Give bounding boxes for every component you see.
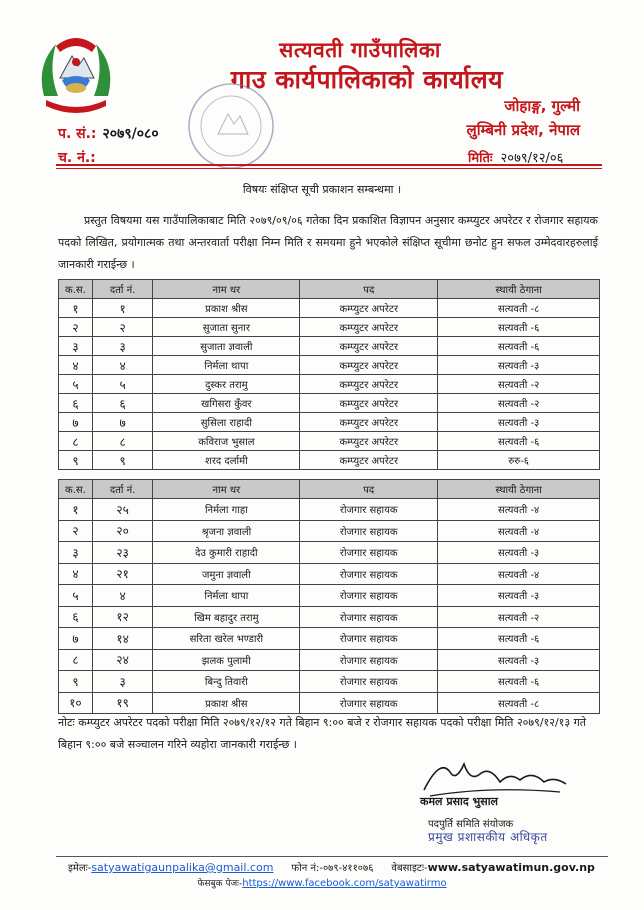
serial-cell: ७ xyxy=(59,413,93,432)
reg-no-cell: ४ xyxy=(92,356,153,375)
reg-no-cell: ३ xyxy=(92,337,153,356)
table-row xyxy=(59,375,600,394)
footer-contacts xyxy=(68,860,595,874)
table-row xyxy=(59,499,600,521)
address-cell: सत्यवती -६ xyxy=(438,432,600,451)
name-cell: सुसिला राहादी xyxy=(153,413,300,432)
footer-facebook xyxy=(0,876,644,889)
table-row xyxy=(59,628,600,650)
table-row xyxy=(59,451,600,470)
name-cell: झलक पुलामी xyxy=(153,649,300,671)
ref-value: २०७९/०८० xyxy=(102,126,159,142)
email-link[interactable]: satyawatigaunpalika@gmail.com xyxy=(91,861,274,874)
post-cell: कम्प्युटर अपरेटर xyxy=(300,337,438,356)
reg-no-cell: १९ xyxy=(92,692,153,714)
office-stamp-icon xyxy=(176,76,286,176)
post-cell: कम्प्युटर अपरेटर xyxy=(300,318,438,337)
table-row xyxy=(59,520,600,542)
footer-rule xyxy=(56,856,608,857)
table-row xyxy=(59,542,600,564)
post-cell: कम्प्युटर अपरेटर xyxy=(300,356,438,375)
header-rule-thin xyxy=(56,168,602,169)
col-address: स्थायी ठेगाना xyxy=(438,480,600,499)
col-post: पद xyxy=(300,280,438,299)
reg-no-cell: ७ xyxy=(92,413,153,432)
address-cell: सत्यवती -६ xyxy=(438,628,600,650)
reg-no-cell: ६ xyxy=(92,394,153,413)
post-cell: कम्प्युटर अपरेटर xyxy=(300,432,438,451)
table-row xyxy=(59,356,600,375)
table1-body xyxy=(59,299,600,470)
table-row xyxy=(59,337,600,356)
facebook-label: फेसबुक पेजः- xyxy=(197,879,243,889)
address-cell: सत्यवती -४ xyxy=(438,499,600,521)
name-cell: बिन्दु तिवारी xyxy=(153,671,300,693)
website-label: वेबसाइटः- xyxy=(391,863,428,874)
address-cell: रुरु-६ xyxy=(438,451,600,470)
reg-no-cell: ८ xyxy=(92,432,153,451)
serial-cell: ६ xyxy=(59,394,93,413)
serial-cell: ४ xyxy=(59,563,93,585)
col-post: पद xyxy=(300,480,438,499)
name-cell: खगिसरा कुँवर xyxy=(153,394,300,413)
name-cell: निर्मला गाहा xyxy=(153,499,300,521)
reg-no-cell: २५ xyxy=(92,499,153,521)
reg-no-cell: २० xyxy=(92,520,153,542)
ch-label: च. नं.: xyxy=(58,150,96,166)
name-cell: निर्मला थापा xyxy=(153,356,300,375)
address-line-1: जोहाङ्ग, गुल्मी xyxy=(504,97,580,115)
name-cell: दुस्कर तरामु xyxy=(153,375,300,394)
reference-number xyxy=(58,124,159,143)
name-cell: कविराज भुसाल xyxy=(153,432,300,451)
name-cell: सरिता खरेल भण्डारी xyxy=(153,628,300,650)
address-cell: सत्यवती -८ xyxy=(438,299,600,318)
serial-cell: २ xyxy=(59,520,93,542)
address-cell: सत्यवती -६ xyxy=(438,671,600,693)
name-cell: खिम बहादुर तरामु xyxy=(153,606,300,628)
serial-cell: ४ xyxy=(59,356,93,375)
post-cell: कम्प्युटर अपरेटर xyxy=(300,451,438,470)
post-cell: कम्प्युटर अपरेटर xyxy=(300,394,438,413)
address-cell: सत्यवती -६ xyxy=(438,318,600,337)
post-cell: रोजगार सहायक xyxy=(300,542,438,564)
signer-role: पदपुर्ति समिति संयोजक xyxy=(428,819,514,830)
col-reg-no: दर्ता नं. xyxy=(92,280,153,299)
date-value: २०७९/१२/०६ xyxy=(500,151,564,166)
table-row xyxy=(59,413,600,432)
date-label: मितिः xyxy=(468,151,493,166)
table-row xyxy=(59,394,600,413)
table-row xyxy=(59,318,600,337)
name-cell: प्रकाश श्रीस xyxy=(153,692,300,714)
col-name: नाम थर xyxy=(153,280,300,299)
reg-no-cell: २४ xyxy=(92,649,153,671)
table2-body xyxy=(59,499,600,714)
col-reg-no: दर्ता नं. xyxy=(92,480,153,499)
address-cell: सत्यवती -६ xyxy=(438,337,600,356)
reg-no-cell: २ xyxy=(92,318,153,337)
address-cell: सत्यवती -८ xyxy=(438,692,600,714)
name-cell: शरद दर्लामी xyxy=(153,451,300,470)
reg-no-cell: ३ xyxy=(92,671,153,693)
address-cell: सत्यवती -३ xyxy=(438,413,600,432)
ref-label: प. सं.: xyxy=(58,126,97,142)
serial-cell: १ xyxy=(59,499,93,521)
office-name: गाउ कार्यपालिकाको कार्यालय xyxy=(230,65,504,94)
address-line-2: लुम्बिनी प्रदेश, नेपाल xyxy=(466,121,580,139)
post-cell: रोजगार सहायक xyxy=(300,692,438,714)
org-name: सत्यवती गाउँपालिका xyxy=(279,38,441,62)
serial-cell: ८ xyxy=(59,432,93,451)
signer-name: कमल प्रसाद भुसाल xyxy=(420,795,499,808)
reg-no-cell: ५ xyxy=(92,375,153,394)
col-serial: क.स. xyxy=(59,480,93,499)
table-header-row xyxy=(59,480,600,499)
address-cell: सत्यवती -२ xyxy=(438,375,600,394)
serial-cell: १० xyxy=(59,692,93,714)
name-cell: निर्मला थापा xyxy=(153,585,300,607)
table-row xyxy=(59,299,600,318)
post-cell: रोजगार सहायक xyxy=(300,628,438,650)
table-row xyxy=(59,649,600,671)
facebook-link[interactable]: https://www.facebook.com/satyawatirmo xyxy=(242,878,447,889)
name-cell: सुजाता ज्ञवाली xyxy=(153,337,300,356)
name-cell: देउ कुमारी राहादी xyxy=(153,542,300,564)
address-cell: सत्यवती -४ xyxy=(438,520,600,542)
address-cell: सत्यवती -३ xyxy=(438,356,600,375)
table-row xyxy=(59,585,600,607)
post-cell: रोजगार सहायक xyxy=(300,671,438,693)
signature-icon xyxy=(420,752,570,800)
reg-no-cell: १४ xyxy=(92,628,153,650)
reg-no-cell: २१ xyxy=(92,563,153,585)
table-row xyxy=(59,606,600,628)
post-cell: रोजगार सहायक xyxy=(300,563,438,585)
address-cell: सत्यवती -३ xyxy=(438,649,600,671)
post-cell: रोजगार सहायक xyxy=(300,520,438,542)
subject-line: विषयः संक्षिप्त सूची प्रकाशन सम्बन्धमा । xyxy=(242,183,402,196)
website-link[interactable]: www.satyawatimun.gov.np xyxy=(427,861,595,874)
post-cell: कम्प्युटर अपरेटर xyxy=(300,375,438,394)
col-name: नाम थर xyxy=(153,480,300,499)
name-cell: सुजाता सुनार xyxy=(153,318,300,337)
col-address: स्थायी ठेगाना xyxy=(438,280,600,299)
computer-operator-table xyxy=(58,279,600,470)
designation-stamp: प्रमुख प्रशासकीय अधिकृत xyxy=(428,830,548,844)
serial-cell: १ xyxy=(59,299,93,318)
table-row xyxy=(59,692,600,714)
serial-cell: ७ xyxy=(59,628,93,650)
serial-cell: ९ xyxy=(59,671,93,693)
serial-cell: ५ xyxy=(59,585,93,607)
email-label: इमेलः- xyxy=(68,863,92,874)
address-cell: सत्यवती -४ xyxy=(438,563,600,585)
post-cell: रोजगार सहायक xyxy=(300,499,438,521)
serial-cell: २ xyxy=(59,318,93,337)
reg-no-cell: ४ xyxy=(92,585,153,607)
address-cell: सत्यवती -२ xyxy=(438,606,600,628)
serial-cell: ३ xyxy=(59,337,93,356)
serial-cell: ५ xyxy=(59,375,93,394)
col-serial: क.स. xyxy=(59,280,93,299)
post-cell: रोजगार सहायक xyxy=(300,649,438,671)
serial-cell: ६ xyxy=(59,606,93,628)
address-cell: सत्यवती -२ xyxy=(438,394,600,413)
post-cell: कम्प्युटर अपरेटर xyxy=(300,413,438,432)
table-row xyxy=(59,563,600,585)
name-cell: प्रकाश श्रीस xyxy=(153,299,300,318)
table-row xyxy=(59,671,600,693)
name-cell: श्रृजना ज्ञवाली xyxy=(153,520,300,542)
post-cell: रोजगार सहायक xyxy=(300,606,438,628)
address-cell: सत्यवती -३ xyxy=(438,542,600,564)
post-cell: कम्प्युटर अपरेटर xyxy=(300,299,438,318)
table-header-row xyxy=(59,280,600,299)
reg-no-cell: ९ xyxy=(92,451,153,470)
post-cell: रोजगार सहायक xyxy=(300,585,438,607)
employment-assistant-table xyxy=(58,479,600,714)
reg-no-cell: २३ xyxy=(92,542,153,564)
nepal-emblem-icon xyxy=(26,26,126,118)
header-rule xyxy=(56,164,602,166)
serial-cell: ८ xyxy=(59,649,93,671)
serial-cell: ३ xyxy=(59,542,93,564)
exam-note: नोटः कम्प्युटर अपरेटर पदको परीक्षा मिति २०७९/१२/१२ गते बिहान ९:०० बजे र रोजगार सहायक पदको परीक्षा मिति २०७९/१२/१३ गते बिहान ९:०० बजे सञ्चालन गरिने व्यहोरा जानकारी गराईन्छ । xyxy=(58,716,587,751)
name-cell: जमुना ज्ञवाली xyxy=(153,563,300,585)
reg-no-cell: १ xyxy=(92,299,153,318)
body-paragraph: प्रस्तुत विषयमा यस गाउँपालिकाबाट मिति २०७९/०९/०६ गतेका दिन प्रकाशित विज्ञापन अनुसार कम्प्युटर अपरेटर र रोजगार सहायक पदको लिखित, प्रयोगात्मक तथा अन्तरवार्ता परीक्षा निम्न मिति र समयमा हुने भएकोले संक्षिप्त सूचीमा छनोट हुन सफल उम्मेदवारहरुलाई जानकारी गराईन्छ । xyxy=(58,214,598,271)
serial-cell: ९ xyxy=(59,451,93,470)
phone-value: ०७९-४११०७६ xyxy=(322,863,374,874)
reg-no-cell: १२ xyxy=(92,606,153,628)
phone-label: फोन नं:- xyxy=(291,863,323,874)
table-row xyxy=(59,432,600,451)
address-cell: सत्यवती -३ xyxy=(438,585,600,607)
